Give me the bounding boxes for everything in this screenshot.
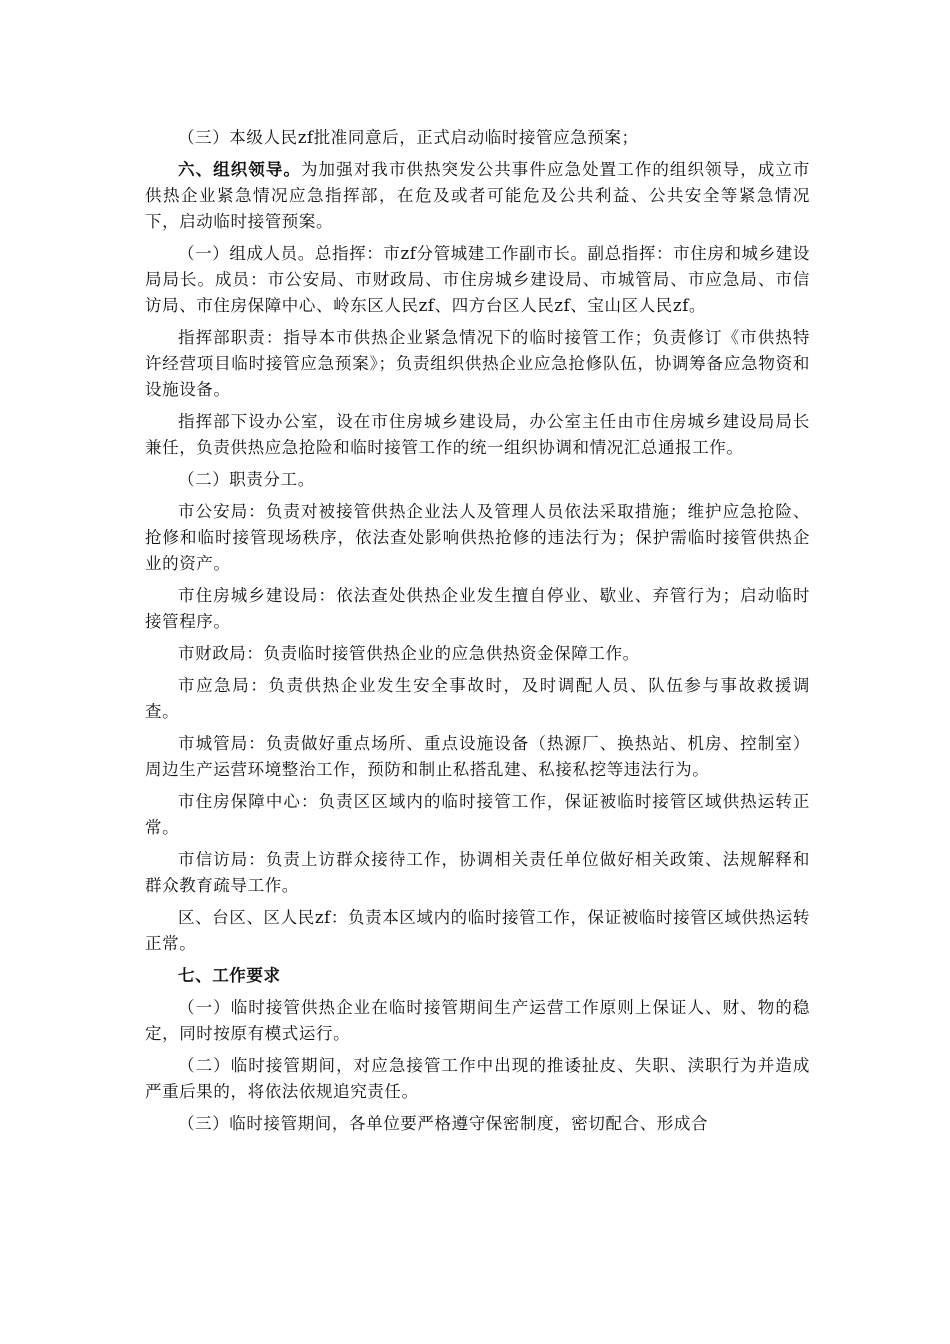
paragraph-public-security [145, 499, 810, 577]
document-body [145, 125, 810, 1143]
paragraph-text: 市公安局：负责对被接管供热企业法人及管理人员依法采取措施；维护应急抢险、抢修和临时接管现场秩序，依法查处影响供热抢修的违法行为；保护需临时接管供热企业的资产。 [145, 502, 810, 573]
paragraph-section-six [145, 157, 810, 235]
paragraph-text: 市财政局：负责临时接管供热企业的应急供热资金保障工作。 [178, 644, 640, 663]
paragraph-text: （一）临时接管供热企业在临时接管期间生产运营工作原则上保证人、财、物的稳定，同时按原有模式运行。 [145, 998, 810, 1043]
paragraph-finance [145, 641, 810, 667]
paragraph-requirement-three [145, 1111, 810, 1137]
paragraph-text: 为加强对我市供热突发公共事件应急处置工作的组织领导，成立市供热企业紧急情况应急指挥部，在危及或者可能危及公共利益、公共安全等紧急情况下，启动临时接管预案。 [145, 160, 810, 231]
paragraph-text: （三）临时接管期间，各单位要严格遵守保密制度，密切配合、形成合 [178, 1114, 709, 1133]
paragraph-text: 市住房城乡建设局：依法查处供热企业发生擅自停业、歇业、弃管行为；启动临时接管程序。 [145, 586, 810, 631]
paragraph-text: 区、台区、区人民zf：负责本区域内的临时接管工作，保证被临时接管区域供热运转正常。 [145, 908, 810, 953]
paragraph-district-government [145, 905, 810, 957]
section-seven-heading: 七、工作要求 [178, 966, 281, 985]
paragraph-text: （三）本级人民zf批准同意后，正式启动临时接管应急预案； [178, 128, 639, 147]
paragraph-petition [145, 847, 810, 899]
paragraph-division-heading [145, 467, 810, 493]
paragraph-housing-construction [145, 583, 810, 635]
paragraph-urban-management [145, 731, 810, 783]
paragraph-text: 市信访局：负责上访群众接待工作，协调相关责任单位做好相关政策、法规解释和群众教育疏导工作。 [145, 850, 810, 895]
paragraph-requirement-two [145, 1053, 810, 1105]
paragraph-text: 市应急局：负责供热企业发生安全事故时，及时调配人员、队伍参与事故救援调查。 [145, 676, 810, 721]
paragraph-text: 市住房保障中心：负责区区域内的临时接管工作，保证被临时接管区域供热运转正常。 [145, 792, 810, 837]
paragraph-text: 指挥部下设办公室，设在市住房城乡建设局，办公室主任由市住房城乡建设局局长兼任，负责供热应急抢险和临时接管工作的统一组织协调和情况汇总通报工作。 [145, 412, 810, 457]
paragraph-step-three [145, 125, 810, 151]
paragraph-command-duties [145, 325, 810, 403]
paragraph-text: （二）职责分工。 [178, 470, 315, 489]
paragraph-requirement-one [145, 995, 810, 1047]
paragraph-office [145, 409, 810, 461]
paragraph-text: 市城管局：负责做好重点场所、重点设施设备（热源厂、换热站、机房、控制室）周边生产运营环境整治工作，预防和制止私搭乱建、私接私挖等违法行为。 [145, 734, 810, 779]
section-six-heading: 六、组织领导。 [178, 160, 301, 179]
paragraph-emergency [145, 673, 810, 725]
paragraph-text: 指挥部职责：指导本市供热企业紧急情况下的临时接管工作；负责修订《市供热特许经营项目临时接管应急预案》；负责组织供热企业应急抢修队伍，协调筹备应急物资和设施设备。 [145, 328, 810, 399]
paragraph-section-seven [145, 963, 810, 989]
paragraph-text: （一）组成人员。总指挥：市zf分管城建工作副市长。副总指挥：市住房和城乡建设局局长。成员：市公安局、市财政局、市住房城乡建设局、市城管局、市应急局、市信访局、市住房保障中心、岭东区人民zf、四方台区人民zf、宝山区人民zf。 [145, 244, 810, 315]
paragraph-housing-security [145, 789, 810, 841]
paragraph-members [145, 241, 810, 319]
paragraph-text: （二）临时接管期间，对应急接管工作中出现的推诿扯皮、失职、渎职行为并造成严重后果的，将依法依规追究责任。 [145, 1056, 810, 1101]
